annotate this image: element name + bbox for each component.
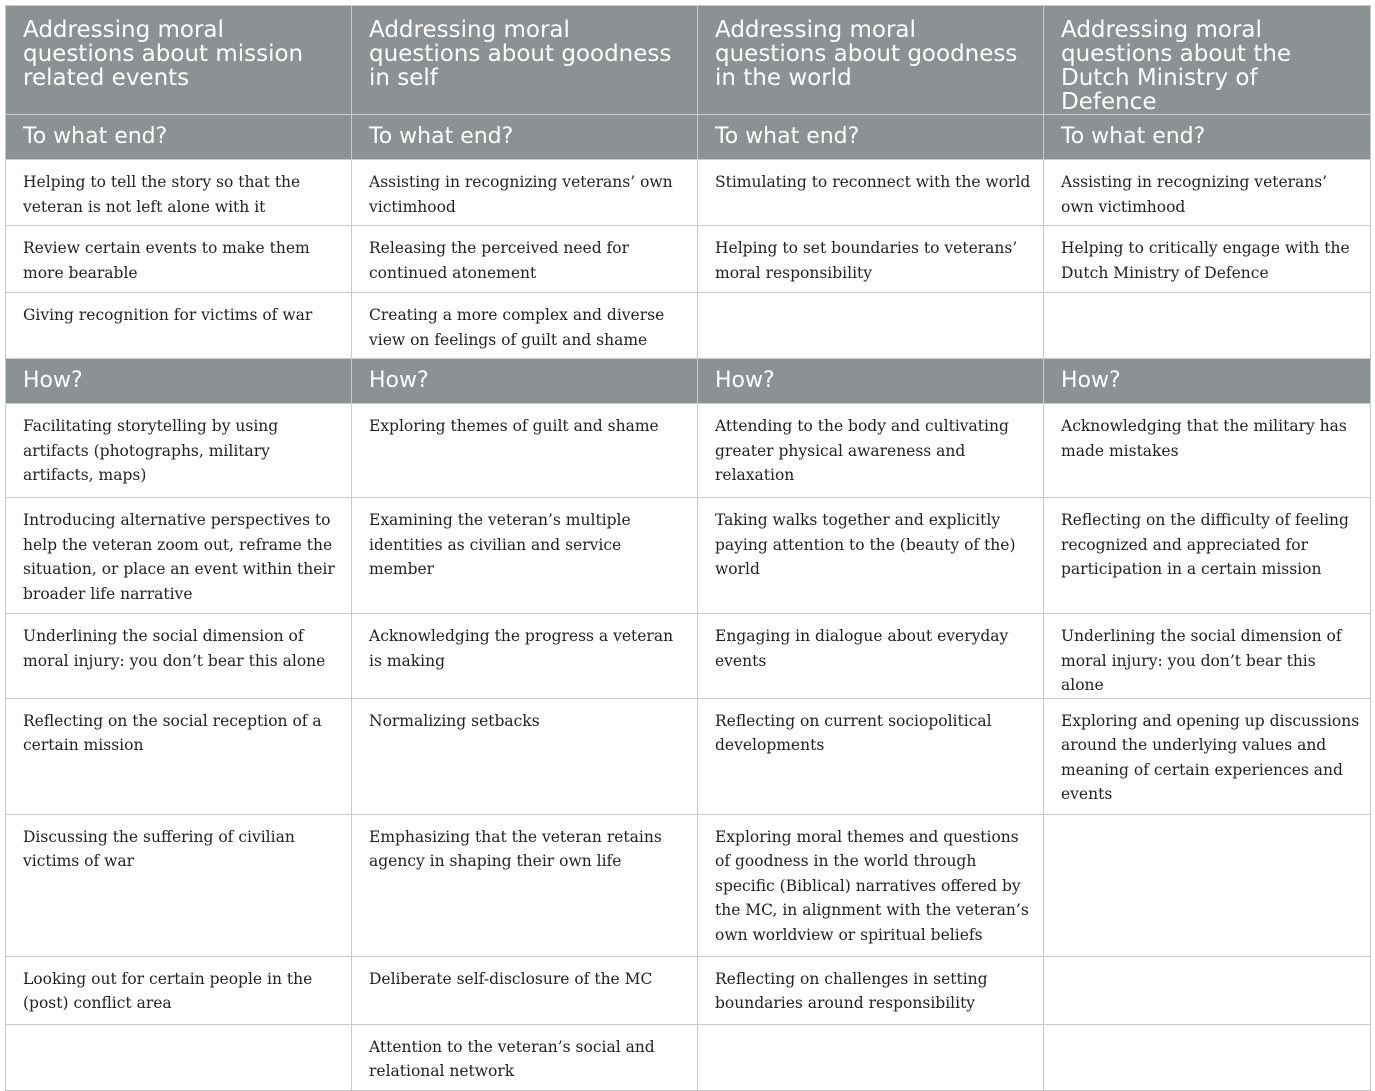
table-cell: Reflecting on the difficulty of feeling recognized and appreciated for participation in a certain mission [1044, 498, 1371, 614]
table-cell: Assisting in recognizing veterans’ own victimhood [1044, 160, 1371, 226]
section-header: To what end? [6, 115, 352, 160]
table-cell [6, 1024, 352, 1090]
table-cell: Assisting in recognizing veterans’ own victimhood [352, 160, 698, 226]
section-header: How? [6, 359, 352, 404]
table-cell [1044, 814, 1371, 956]
table-cell: Discussing the suffering of civilian victims of war [6, 814, 352, 956]
table-cell [698, 293, 1044, 359]
section-header: To what end? [698, 115, 1044, 160]
section-header: To what end? [1044, 115, 1371, 160]
table-cell: Exploring and opening up discussions around the underlying values and meaning of certain experiences and events [1044, 698, 1371, 814]
table-row [6, 614, 1371, 699]
moral-questions-table [5, 5, 1371, 1091]
table-row [6, 226, 1371, 293]
table-cell: Exploring themes of guilt and shame [352, 404, 698, 498]
table-cell: Review certain events to make them more bearable [6, 226, 352, 293]
section-header-row [6, 359, 1371, 404]
table-cell: Reflecting on the social reception of a certain mission [6, 698, 352, 814]
table-cell: Deliberate self-disclosure of the MC [352, 956, 698, 1024]
table-cell: Engaging in dialogue about everyday events [698, 614, 1044, 699]
table-cell: Exploring moral themes and questions of goodness in the world through specific (Biblical) narratives offered by the MC, in alignment with the veteran’s own worldview or spiritual beliefs [698, 814, 1044, 956]
section-header-row [6, 115, 1371, 160]
table-row [6, 1024, 1371, 1090]
table-cell: Facilitating storytelling by using artifacts (photographs, military artifacts, maps) [6, 404, 352, 498]
column-header: Addressing moral questions about goodness in self [352, 6, 698, 115]
table-cell: Releasing the perceived need for continued atonement [352, 226, 698, 293]
table-row [6, 293, 1371, 359]
table-cell: Underlining the social dimension of moral injury: you don’t bear this alone [6, 614, 352, 699]
table-row [6, 498, 1371, 614]
table-cell: Helping to critically engage with the Dutch Ministry of Defence [1044, 226, 1371, 293]
table-cell: Giving recognition for victims of war [6, 293, 352, 359]
table-row [6, 160, 1371, 226]
table-cell: Reflecting on current sociopolitical developments [698, 698, 1044, 814]
table-cell [1044, 956, 1371, 1024]
table-cell: Stimulating to reconnect with the world [698, 160, 1044, 226]
table-row [6, 814, 1371, 956]
table-cell: Acknowledging that the military has made mistakes [1044, 404, 1371, 498]
column-header: Addressing moral questions about mission related events [6, 6, 352, 115]
section-header: How? [1044, 359, 1371, 404]
table-cell: Emphasizing that the veteran retains agency in shaping their own life [352, 814, 698, 956]
table-cell [1044, 1024, 1371, 1090]
table-cell: Underlining the social dimension of moral injury: you don’t bear this alone [1044, 614, 1371, 699]
section-header: How? [352, 359, 698, 404]
table-cell [698, 1024, 1044, 1090]
table-cell: Introducing alternative perspectives to help the veteran zoom out, reframe the situation, or place an event within their broader life narrative [6, 498, 352, 614]
table-cell: Examining the veteran’s multiple identities as civilian and service member [352, 498, 698, 614]
table-cell: Attention to the veteran’s social and relational network [352, 1024, 698, 1090]
table-cell [1044, 293, 1371, 359]
column-header: Addressing moral questions about the Dutch Ministry of Defence [1044, 6, 1371, 115]
table-cell: Looking out for certain people in the (post) conflict area [6, 956, 352, 1024]
table-cell: Normalizing setbacks [352, 698, 698, 814]
column-header-row [6, 6, 1371, 115]
table-cell: Attending to the body and cultivating greater physical awareness and relaxation [698, 404, 1044, 498]
table-row [6, 956, 1371, 1024]
table-row [6, 404, 1371, 498]
table-cell: Helping to set boundaries to veterans’ moral responsibility [698, 226, 1044, 293]
table-cell: Creating a more complex and diverse view on feelings of guilt and shame [352, 293, 698, 359]
table-cell: Taking walks together and explicitly paying attention to the (beauty of the) world [698, 498, 1044, 614]
table-row [6, 698, 1371, 814]
section-header: How? [698, 359, 1044, 404]
table-cell: Acknowledging the progress a veteran is making [352, 614, 698, 699]
table-cell: Helping to tell the story so that the veteran is not left alone with it [6, 160, 352, 226]
column-header: Addressing moral questions about goodness in the world [698, 6, 1044, 115]
section-header: To what end? [352, 115, 698, 160]
table-cell: Reflecting on challenges in setting boundaries around responsibility [698, 956, 1044, 1024]
